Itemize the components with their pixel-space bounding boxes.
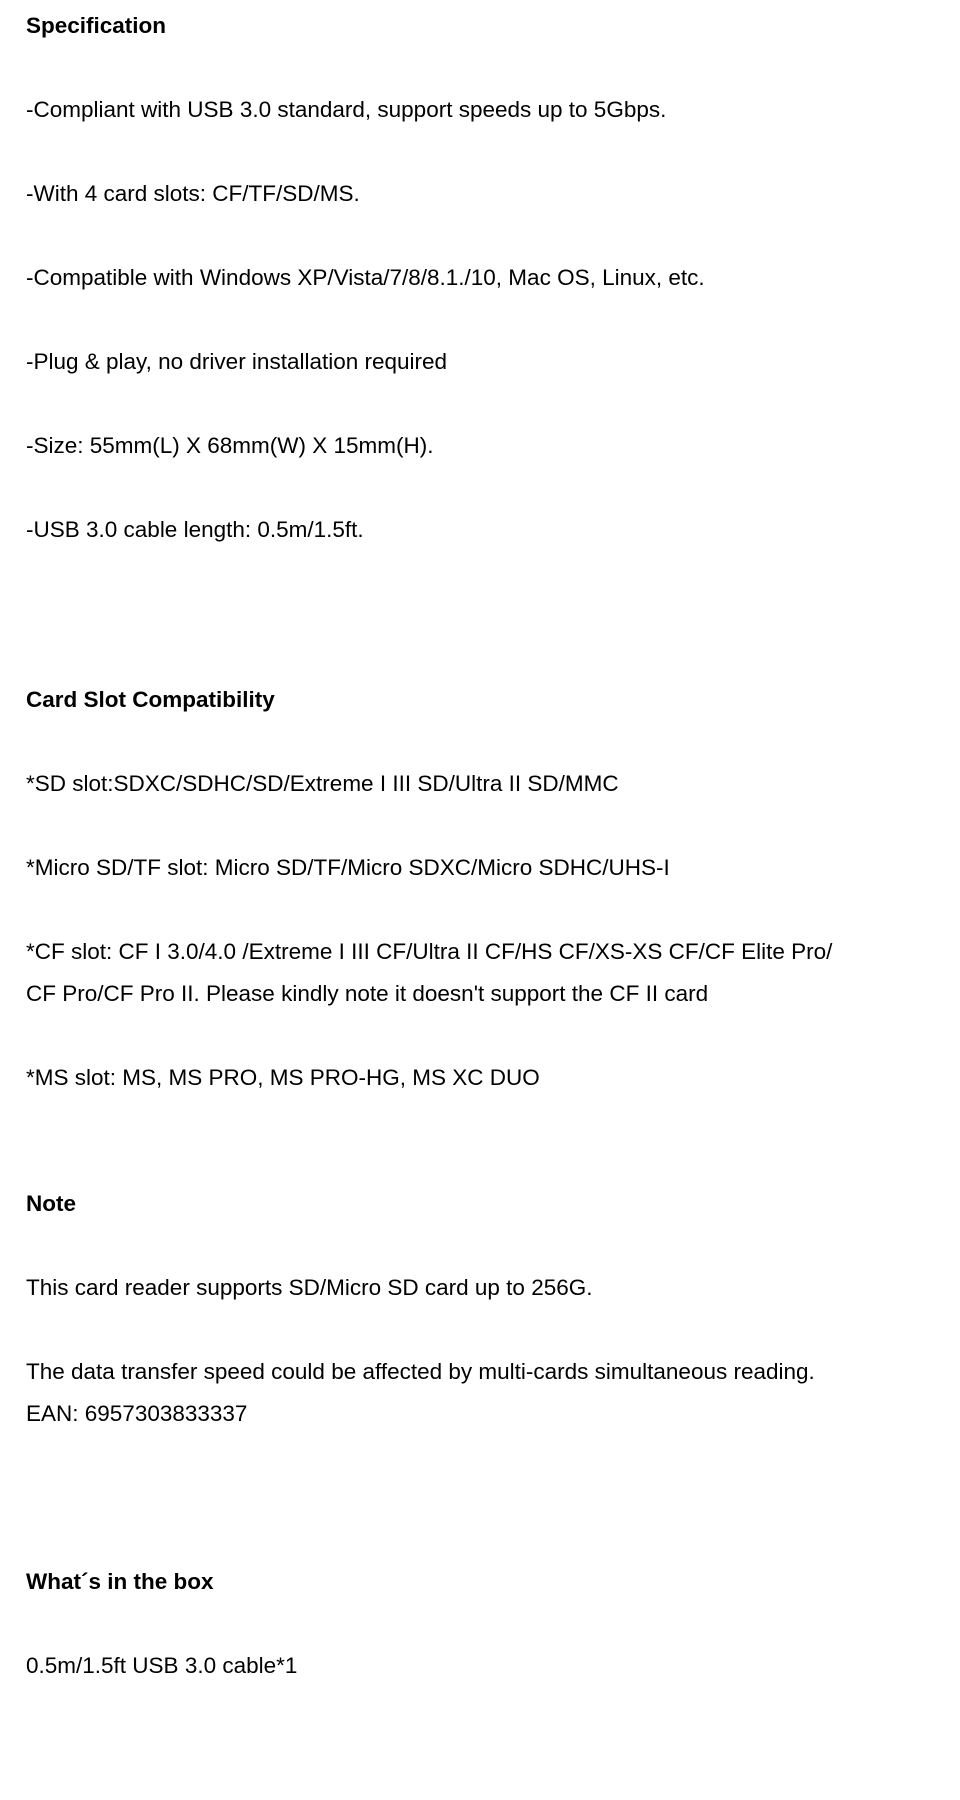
- compat-sd-slot: *SD slot:SDXC/SDHC/SD/Extreme I III SD/Ultra II SD/MMC: [26, 771, 619, 796]
- compatibility-heading: Card Slot Compatibility: [26, 687, 275, 712]
- compat-ms-slot: *MS slot: MS, MS PRO, MS PRO-HG, MS XC DUO: [26, 1065, 540, 1090]
- compat-cf-slot-line-1: *CF slot: CF I 3.0/4.0 /Extreme I III CF/Ultra II CF/HS CF/XS-XS CF/CF Elite Pro/: [26, 939, 833, 964]
- ean-code: EAN: 6957303833337: [26, 1401, 248, 1426]
- compat-cf-slot-line-2: CF Pro/CF Pro II. Please kindly note it doesn't support the CF II card: [26, 981, 709, 1006]
- box-contents-item: 0.5m/1.5ft USB 3.0 cable*1: [26, 1653, 298, 1678]
- note-capacity: This card reader supports SD/Micro SD card up to 256G.: [26, 1275, 593, 1300]
- note-transfer-speed: The data transfer speed could be affected by multi-cards simultaneous reading.: [26, 1359, 815, 1384]
- specification-heading: Specification: [26, 13, 167, 38]
- spec-item-card-slots: -With 4 card slots: CF/TF/SD/MS.: [26, 181, 360, 206]
- box-contents-heading: What´s in the box: [26, 1569, 214, 1594]
- spec-item-cable-length: -USB 3.0 cable length: 0.5m/1.5ft.: [26, 517, 364, 542]
- spec-item-size: -Size: 55mm(L) X 68mm(W) X 15mm(H).: [26, 433, 434, 458]
- compat-micro-sd-slot: *Micro SD/TF slot: Micro SD/TF/Micro SDXC/Micro SDHC/UHS-I: [26, 855, 670, 880]
- note-heading: Note: [26, 1191, 76, 1216]
- spec-item-plug-and-play: -Plug & play, no driver installation required: [26, 349, 448, 374]
- spec-item-os-compatibility: -Compatible with Windows XP/Vista/7/8/8.1./10, Mac OS, Linux, etc.: [26, 265, 705, 290]
- spec-item-usb-standard: -Compliant with USB 3.0 standard, support speeds up to 5Gbps.: [26, 97, 667, 122]
